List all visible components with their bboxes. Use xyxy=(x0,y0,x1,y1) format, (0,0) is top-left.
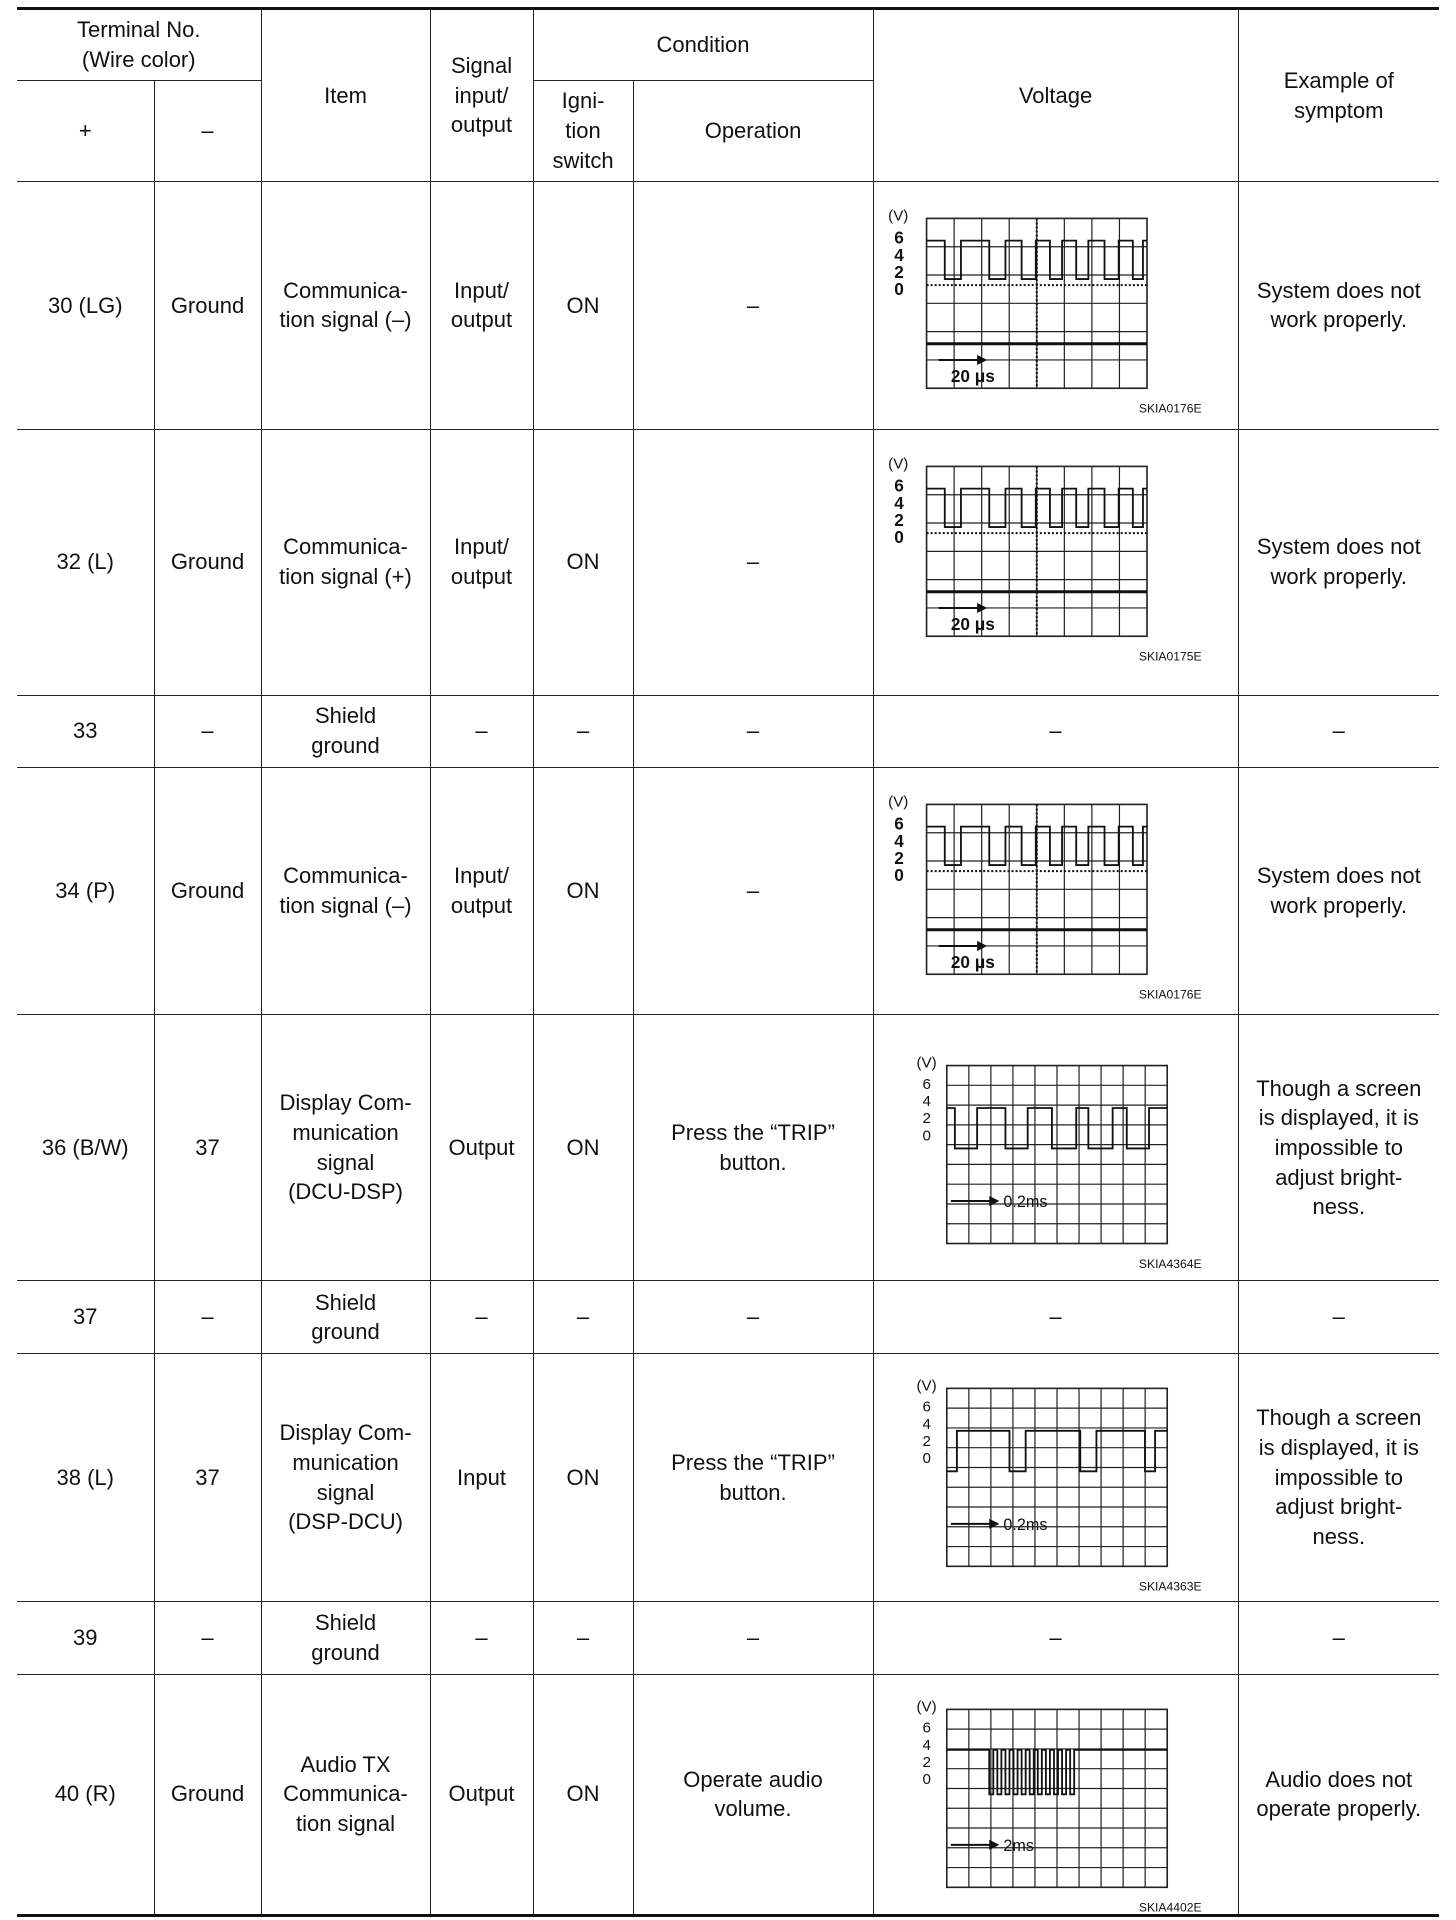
waveform-chart xyxy=(874,1354,1238,1601)
item-cell: Audio TX Communica- tion signal xyxy=(261,1674,430,1915)
table-row xyxy=(17,429,1439,695)
y-tick-label: 6 xyxy=(893,475,904,496)
header-terminal-no: Terminal No. (Wire color) xyxy=(17,9,261,81)
voltage-cell xyxy=(873,767,1238,1015)
ignition-cell: ON xyxy=(533,1015,633,1281)
unit-label: (V) xyxy=(915,1377,937,1395)
time-scale-label: 20 μs xyxy=(950,366,995,387)
y-tick-label: 2 xyxy=(922,1433,931,1451)
item-cell: Communica- tion signal (+) xyxy=(261,429,430,695)
table-row xyxy=(17,1015,1439,1281)
operation-cell: – xyxy=(633,695,873,767)
symptom-cell: System does not work properly. xyxy=(1238,182,1439,430)
table-row xyxy=(17,695,1439,767)
y-tick-label: 2 xyxy=(893,509,904,530)
ignition-cell: – xyxy=(533,1281,633,1354)
waveform-grid xyxy=(946,1709,1166,1887)
image-code: SKIA0176E xyxy=(1138,987,1202,1002)
signal-cell: Input xyxy=(430,1354,533,1602)
y-tick-label: 2 xyxy=(922,1753,931,1771)
terminal-minus: 37 xyxy=(154,1015,261,1281)
table-row xyxy=(17,1674,1439,1915)
time-marker-arrow xyxy=(989,1196,999,1206)
waveform-chart xyxy=(874,1015,1238,1280)
header-minus: – xyxy=(154,81,261,182)
terminal-minus: – xyxy=(154,695,261,767)
waveform-chart xyxy=(874,430,1238,695)
y-tick-label: 4 xyxy=(922,1093,931,1111)
time-marker-arrow xyxy=(989,1519,999,1529)
terminal-plus: 30 (LG) xyxy=(17,182,154,430)
time-scale-label: 0.2ms xyxy=(1002,1516,1047,1535)
header-symptom: Example of symptom xyxy=(1238,9,1439,182)
signal-cell: – xyxy=(430,695,533,767)
header-signal-io: Signal input/ output xyxy=(430,9,533,182)
operation-cell: – xyxy=(633,429,873,695)
item-cell: Display Com- munication signal (DCU-DSP) xyxy=(261,1015,430,1281)
terminal-plus: 37 xyxy=(17,1281,154,1354)
signal-cell: – xyxy=(430,1601,533,1674)
time-scale-label: 20 μs xyxy=(950,951,995,972)
item-cell: Shield ground xyxy=(261,695,430,767)
ignition-cell: ON xyxy=(533,1354,633,1602)
signal-cell: Input/ output xyxy=(430,182,533,430)
unit-label: (V) xyxy=(887,455,908,473)
terminal-plus: 40 (R) xyxy=(17,1674,154,1915)
voltage-cell xyxy=(873,1674,1238,1915)
table-row xyxy=(17,1354,1439,1602)
terminal-plus: 36 (B/W) xyxy=(17,1015,154,1281)
item-cell: Shield ground xyxy=(261,1601,430,1674)
terminal-plus: 33 xyxy=(17,695,154,767)
waveform-chart xyxy=(874,1675,1238,1914)
y-tick-label: 4 xyxy=(893,492,904,513)
y-tick-label: 6 xyxy=(922,1076,931,1094)
symptom-cell: Though a screen is displayed, it is impossible to adjust bright- ness. xyxy=(1238,1354,1439,1602)
time-scale-label: 20 μs xyxy=(950,613,995,634)
item-cell: Display Com- munication signal (DSP-DCU) xyxy=(261,1354,430,1602)
signal-cell: – xyxy=(430,1281,533,1354)
y-tick-label: 4 xyxy=(922,1736,931,1754)
waveform-chart xyxy=(874,182,1238,429)
y-tick-label: 6 xyxy=(922,1398,931,1416)
header-voltage: Voltage xyxy=(873,9,1238,182)
y-tick-label: 0 xyxy=(922,1771,931,1789)
voltage-cell xyxy=(873,429,1238,695)
y-tick-label: 0 xyxy=(922,1450,931,1468)
table-row xyxy=(17,182,1439,430)
ignition-cell: ON xyxy=(533,767,633,1015)
item-cell: Communica- tion signal (–) xyxy=(261,182,430,430)
time-marker-arrow xyxy=(989,1840,999,1850)
y-tick-label: 0 xyxy=(893,864,904,885)
terminal-table xyxy=(17,7,1439,1917)
operation-cell: – xyxy=(633,182,873,430)
terminal-plus: 39 xyxy=(17,1601,154,1674)
y-tick-label: 2 xyxy=(893,847,904,868)
unit-label: (V) xyxy=(915,1698,937,1716)
header-condition: Condition xyxy=(533,9,873,81)
time-scale-label: 0.2ms xyxy=(1002,1193,1047,1212)
symptom-cell: – xyxy=(1238,1601,1439,1674)
image-code: SKIA4364E xyxy=(1138,1257,1202,1272)
voltage-cell xyxy=(873,1015,1238,1281)
terminal-minus: Ground xyxy=(154,1674,261,1915)
voltage-cell xyxy=(873,1354,1238,1602)
header-row-1 xyxy=(17,9,1439,81)
header-ignition-switch: Igni- tion switch xyxy=(533,81,633,182)
y-tick-label: 6 xyxy=(893,227,904,248)
signal-cell: Input/ output xyxy=(430,767,533,1015)
unit-label: (V) xyxy=(887,207,908,225)
terminal-minus: Ground xyxy=(154,182,261,430)
y-tick-label: 0 xyxy=(893,279,904,300)
operation-cell: – xyxy=(633,1281,873,1354)
terminal-minus: Ground xyxy=(154,767,261,1015)
symptom-cell: Audio does not operate properly. xyxy=(1238,1674,1439,1915)
unit-label: (V) xyxy=(887,793,908,811)
operation-cell: Operate audio volume. xyxy=(633,1674,873,1915)
voltage-cell: – xyxy=(873,1601,1238,1674)
table-row xyxy=(17,1281,1439,1354)
table-row xyxy=(17,1601,1439,1674)
symptom-cell: System does not work properly. xyxy=(1238,767,1439,1015)
y-tick-label: 0 xyxy=(893,526,904,547)
ignition-cell: ON xyxy=(533,1674,633,1915)
symptom-cell: – xyxy=(1238,695,1439,767)
terminal-plus: 32 (L) xyxy=(17,429,154,695)
ignition-cell: ON xyxy=(533,182,633,430)
image-code: SKIA0175E xyxy=(1138,649,1202,664)
terminal-minus: – xyxy=(154,1601,261,1674)
symptom-cell: – xyxy=(1238,1281,1439,1354)
operation-cell: – xyxy=(633,1601,873,1674)
y-tick-label: 2 xyxy=(922,1110,931,1128)
terminal-plus: 34 (P) xyxy=(17,767,154,1015)
ignition-cell: – xyxy=(533,1601,633,1674)
voltage-cell: – xyxy=(873,1281,1238,1354)
operation-cell: Press the “TRIP” button. xyxy=(633,1354,873,1602)
waveform-chart xyxy=(874,768,1238,1015)
y-tick-label: 6 xyxy=(922,1719,931,1737)
waveform-grid xyxy=(946,1066,1166,1244)
voltage-cell: – xyxy=(873,695,1238,767)
terminal-minus: Ground xyxy=(154,429,261,695)
voltage-cell xyxy=(873,182,1238,430)
symptom-cell: System does not work properly. xyxy=(1238,429,1439,695)
unit-label: (V) xyxy=(915,1054,937,1072)
image-code: SKIA0176E xyxy=(1138,401,1202,416)
header-item: Item xyxy=(261,9,430,182)
terminal-plus: 38 (L) xyxy=(17,1354,154,1602)
item-cell: Communica- tion signal (–) xyxy=(261,767,430,1015)
y-tick-label: 6 xyxy=(893,813,904,834)
ignition-cell: ON xyxy=(533,429,633,695)
terminal-minus: – xyxy=(154,1281,261,1354)
y-tick-label: 0 xyxy=(922,1127,931,1145)
y-tick-label: 4 xyxy=(922,1416,931,1434)
y-tick-label: 4 xyxy=(893,830,904,851)
item-cell: Shield ground xyxy=(261,1281,430,1354)
table-row xyxy=(17,767,1439,1015)
time-scale-label: 2ms xyxy=(1002,1836,1034,1855)
image-code: SKIA4363E xyxy=(1138,1579,1202,1594)
header-plus: + xyxy=(17,81,154,182)
ignition-cell: – xyxy=(533,695,633,767)
header-operation: Operation xyxy=(633,81,873,182)
signal-cell: Input/ output xyxy=(430,429,533,695)
operation-cell: Press the “TRIP” button. xyxy=(633,1015,873,1281)
operation-cell: – xyxy=(633,767,873,1015)
terminal-minus: 37 xyxy=(154,1354,261,1602)
y-tick-label: 2 xyxy=(893,262,904,283)
signal-cell: Output xyxy=(430,1674,533,1915)
image-code: SKIA4402E xyxy=(1138,1900,1202,1914)
signal-cell: Output xyxy=(430,1015,533,1281)
waveform-grid xyxy=(946,1389,1166,1567)
symptom-cell: Though a screen is displayed, it is impossible to adjust bright- ness. xyxy=(1238,1015,1439,1281)
y-tick-label: 4 xyxy=(893,244,904,265)
